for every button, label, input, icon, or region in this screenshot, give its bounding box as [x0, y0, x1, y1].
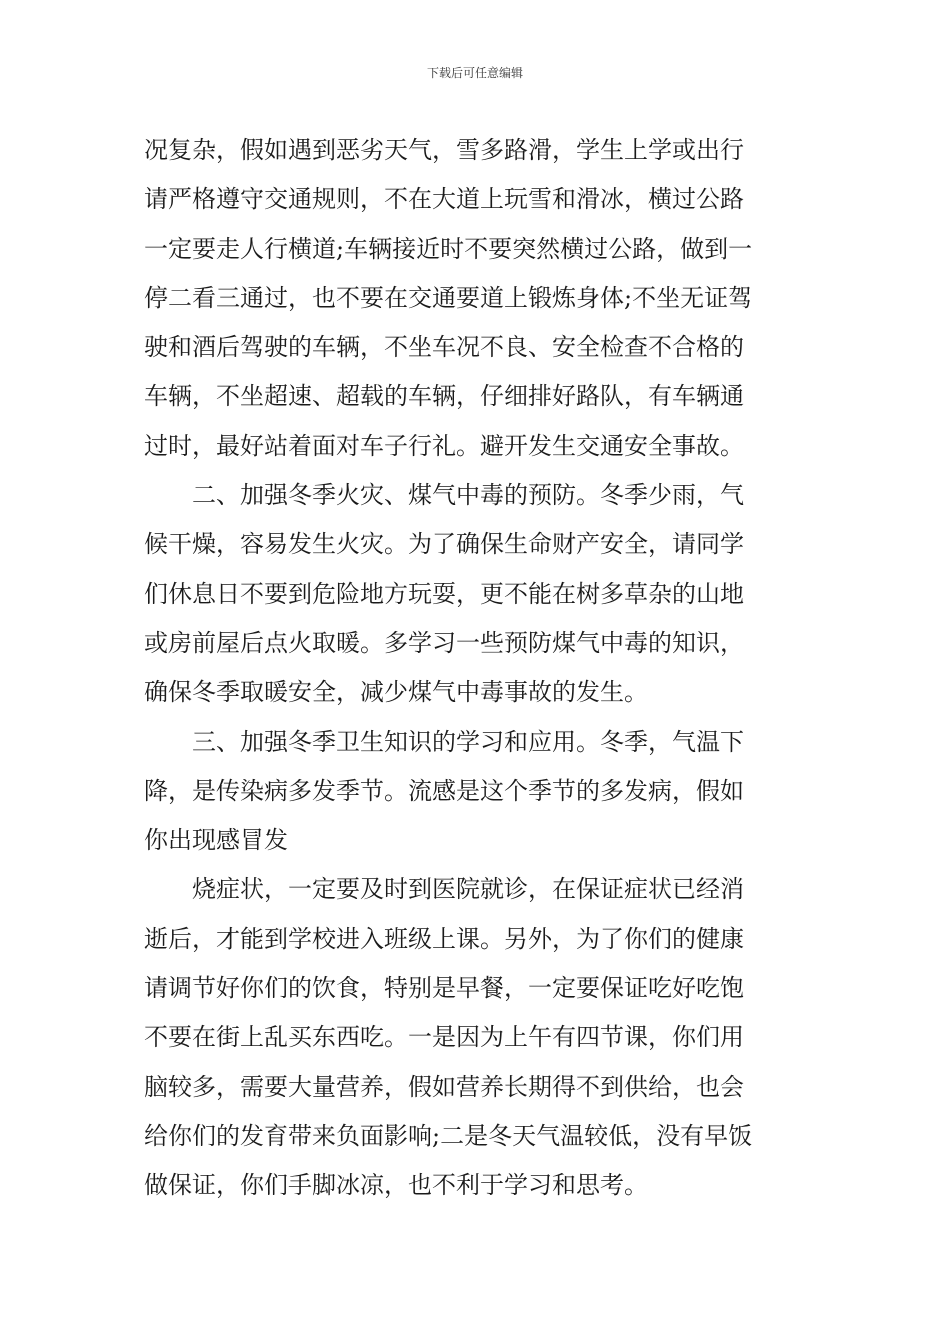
- text-line: 车辆，不坐超速、超载的车辆，仔细排好路队，有车辆通: [144, 382, 744, 411]
- text-line: 一定要走人行横道;车辆接近时不要突然横过公路，做到一: [144, 234, 753, 263]
- text-line: 给你们的发育带来负面影响;二是冬天气温较低，没有早饭: [144, 1121, 753, 1150]
- text-line: 们休息日不要到危险地方玩耍，更不能在树多草杂的山地: [144, 579, 744, 608]
- text-line: 候干燥，容易发生火灾。为了确保生命财产安全，请同学: [144, 530, 744, 559]
- text-line: 况复杂，假如遇到恶劣天气，雪多路滑，学生上学或出行: [144, 136, 744, 164]
- paragraph-start-line: 二、加强冬季火灾、煤气中毒的预防。冬季少雨，气: [192, 481, 744, 510]
- text-line: 降，是传染病多发季节。流感是这个季节的多发病，假如: [144, 776, 744, 805]
- text-line: 或房前屋后点火取暖。多学习一些预防煤气中毒的知识，: [144, 628, 744, 657]
- text-line: 停二看三通过，也不要在交通要道上锻炼身体;不坐无证驾: [144, 283, 753, 312]
- text-line: 脑较多，需要大量营养，假如营养长期得不到供给，也会: [144, 1072, 744, 1101]
- text-line: 逝后，才能到学校进入班级上课。另外，为了你们的健康: [144, 924, 744, 953]
- text-line: 请严格遵守交通规则，不在大道上玩雪和滑冰，横过公路: [144, 185, 744, 214]
- document-body: [144, 126, 809, 1211]
- text-line: 过时，最好站着面对车子行礼。避开发生交通安全事故。: [144, 431, 744, 460]
- text-line: 请调节好你们的饮食，特别是早餐，一定要保证吃好吃饱: [144, 974, 744, 1003]
- text-line: 不要在街上乱买东西吃。一是因为上午有四节课，你们用: [144, 1023, 744, 1052]
- text-line: 驶和酒后驾驶的车辆，不坐车况不良、安全检查不合格的: [144, 333, 744, 362]
- paragraph-start-line: 烧症状，一定要及时到医院就诊，在保证症状已经消: [192, 875, 744, 904]
- text-line: 做保证，你们手脚冰凉，也不利于学习和思考。: [144, 1171, 648, 1200]
- text-line: 确保冬季取暖安全，减少煤气中毒事故的发生。: [144, 678, 648, 707]
- text-line: 你出现感冒发: [144, 826, 288, 855]
- page-header: 下载后可任意编辑: [426, 66, 523, 80]
- paragraph-start-line: 三、加强冬季卫生知识的学习和应用。冬季，气温下: [192, 727, 744, 756]
